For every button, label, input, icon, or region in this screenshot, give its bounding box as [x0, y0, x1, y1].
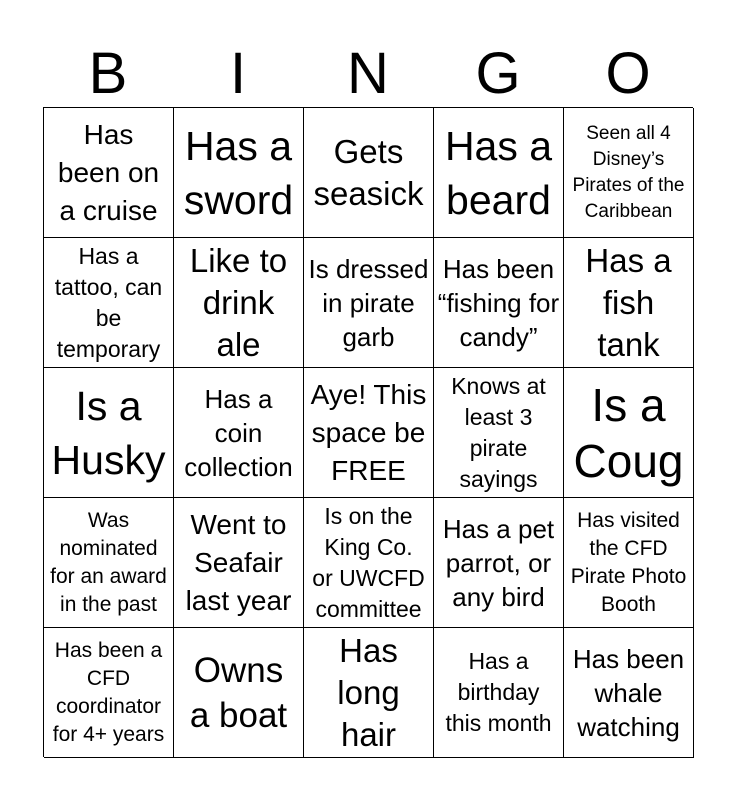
- cell-text: Has visited the CFD Pirate Photo Booth: [570, 508, 687, 616]
- bingo-cell[interactable]: [564, 368, 694, 498]
- bingo-cell[interactable]: [434, 238, 564, 368]
- cell-text: Is on the King Co. or UWCFD committee: [312, 502, 425, 622]
- cell-text: Has a coin collection: [184, 383, 293, 482]
- cell-text: Has been a CFD coordinator for 4+ years: [52, 638, 165, 746]
- cell-text: Has a pet parrot, or any bird: [442, 513, 555, 612]
- bingo-cell[interactable]: [434, 498, 564, 628]
- bingo-cell[interactable]: [174, 498, 304, 628]
- cell-text: Is dressed in pirate garb: [308, 253, 429, 352]
- bingo-cell[interactable]: [304, 238, 434, 368]
- cell-text: Was nominated for an award in the past: [50, 508, 167, 616]
- cell-text: Seen all 4 Disney’s Pirates of the Caribbean: [572, 122, 685, 222]
- header-letter-b: B: [88, 41, 128, 106]
- bingo-cell[interactable]: [174, 238, 304, 368]
- header-letter-n: N: [347, 41, 389, 106]
- cell-text: Knows at least 3 pirate sayings: [451, 372, 546, 492]
- bingo-cell[interactable]: [564, 498, 694, 628]
- bingo-cell[interactable]: [44, 368, 174, 498]
- cell-text: Owns a boat: [189, 650, 288, 735]
- bingo-cell[interactable]: [44, 628, 174, 758]
- bingo-cell[interactable]: [174, 628, 304, 758]
- cell-text: Has been whale watching: [572, 643, 685, 742]
- cell-text: Gets seasick: [313, 132, 424, 212]
- cell-text: Is a Husky: [51, 382, 166, 483]
- cell-text: Went to Seafair last year: [185, 508, 292, 616]
- cell-text: Has a tattoo, can be temporary: [54, 242, 163, 362]
- bingo-cell[interactable]: [434, 628, 564, 758]
- cell-text: Has a beard: [444, 122, 553, 223]
- free-space-text: Aye! This space be FREE: [310, 378, 427, 486]
- bingo-cell[interactable]: [44, 498, 174, 628]
- bingo-cell[interactable]: [564, 108, 694, 238]
- cell-text: Has been on a cruise: [57, 118, 160, 226]
- bingo-cell[interactable]: [564, 628, 694, 758]
- bingo-cell[interactable]: [434, 368, 564, 498]
- bingo-cell[interactable]: [174, 368, 304, 498]
- header-letter-o: O: [605, 41, 651, 106]
- free-space-cell[interactable]: [304, 368, 434, 498]
- bingo-cell[interactable]: [564, 238, 694, 368]
- cell-text: Like to drink ale: [189, 241, 288, 363]
- cell-text: Has been “fishing for candy”: [437, 253, 560, 352]
- header-letter-g: G: [475, 41, 521, 106]
- bingo-cell[interactable]: [304, 498, 434, 628]
- bingo-header: [43, 40, 693, 108]
- bingo-board: [43, 107, 693, 757]
- cell-text: Is a Coug: [573, 378, 684, 487]
- bingo-cell[interactable]: [174, 108, 304, 238]
- bingo-cell[interactable]: [434, 108, 564, 238]
- bingo-cell[interactable]: [44, 238, 174, 368]
- header-letter-i: I: [229, 41, 247, 106]
- cell-text: Has a birthday this month: [445, 648, 552, 736]
- cell-text: Has a sword: [183, 122, 294, 223]
- bingo-cell[interactable]: [304, 108, 434, 238]
- cell-text: Has a fish tank: [585, 241, 672, 363]
- bingo-cell[interactable]: [304, 628, 434, 758]
- cell-text: Has long hair: [337, 631, 400, 753]
- bingo-cell[interactable]: [44, 108, 174, 238]
